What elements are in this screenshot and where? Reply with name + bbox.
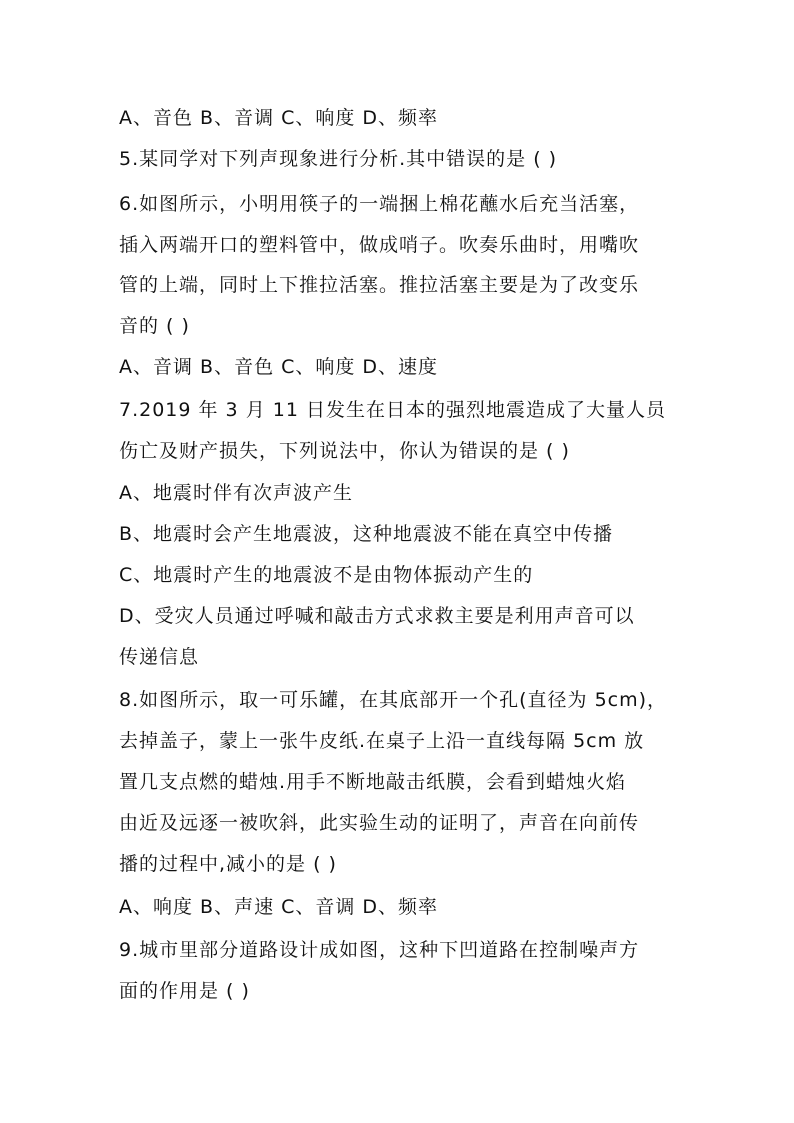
question-6-line-3: 管的上端，同时上下推拉活塞。推拉活塞主要是为了改变乐 [119, 274, 640, 296]
question-8-line-2: 去掉盖子，蒙上一张牛皮纸.在桌子上沿一直线每隔 5cm 放 [119, 730, 645, 752]
question-9-line-1: 9.城市里部分道路设计成如图，这种下凹道路在控制噪声方 [119, 939, 640, 961]
answer-option-q7-a: A、地震时伴有次声波产生 [119, 482, 353, 504]
question-8-line-4: 由近及远逐一被吹斜，此实验生动的证明了，声音在向前传 [119, 812, 640, 834]
answer-option-q7-b: B、地震时会产生地震波，这种地震波不能在真空中传播 [119, 523, 614, 545]
answer-option-q7-d-line-2: 传递信息 [119, 646, 200, 668]
question-7-line-2: 伤亡及财产损失，下列说法中，你认为错误的是 ( ) [119, 440, 570, 462]
question-8-line-5: 播的过程中,减小的是 ( ) [119, 853, 337, 875]
question-7-line-1: 7.2019 年 3 月 11 日发生在日本的强烈地震造成了大量人员 [119, 399, 666, 421]
question-8-line-1: 8.如图所示，取一可乐罐，在其底部开一个孔(直径为 5cm)， [119, 689, 668, 711]
answer-option-q7-d-line-1: D、受灾人员通过呼喊和敲击方式求救主要是利用声音可以 [119, 605, 635, 627]
answer-option-q7-c: C、地震时产生的地震波不是由物体振动产生的 [119, 564, 534, 586]
question-6-line-2: 插入两端开口的塑料管中，做成哨子。吹奏乐曲时，用嘴吹 [119, 234, 640, 256]
question-9-line-2: 面的作用是 ( ) [119, 980, 250, 1002]
question-6-line-4: 音的 ( ) [119, 315, 190, 337]
answer-options-q4: A、音色 B、音调 C、响度 D、频率 [119, 107, 439, 129]
question-5: 5.某同学对下列声现象进行分析.其中错误的是 ( ) [119, 148, 558, 170]
answer-options-q8: A、响度 B、声速 C、音调 D、频率 [119, 896, 439, 918]
question-8-line-3: 置几支点燃的蜡烛.用手不断地敲击纸膜，会看到蜡烛火焰 [119, 771, 627, 793]
answer-options-q6: A、音调 B、音色 C、响度 D、速度 [119, 356, 439, 378]
question-6-line-1: 6.如图所示，小明用筷子的一端捆上棉花蘸水后充当活塞， [119, 193, 640, 215]
